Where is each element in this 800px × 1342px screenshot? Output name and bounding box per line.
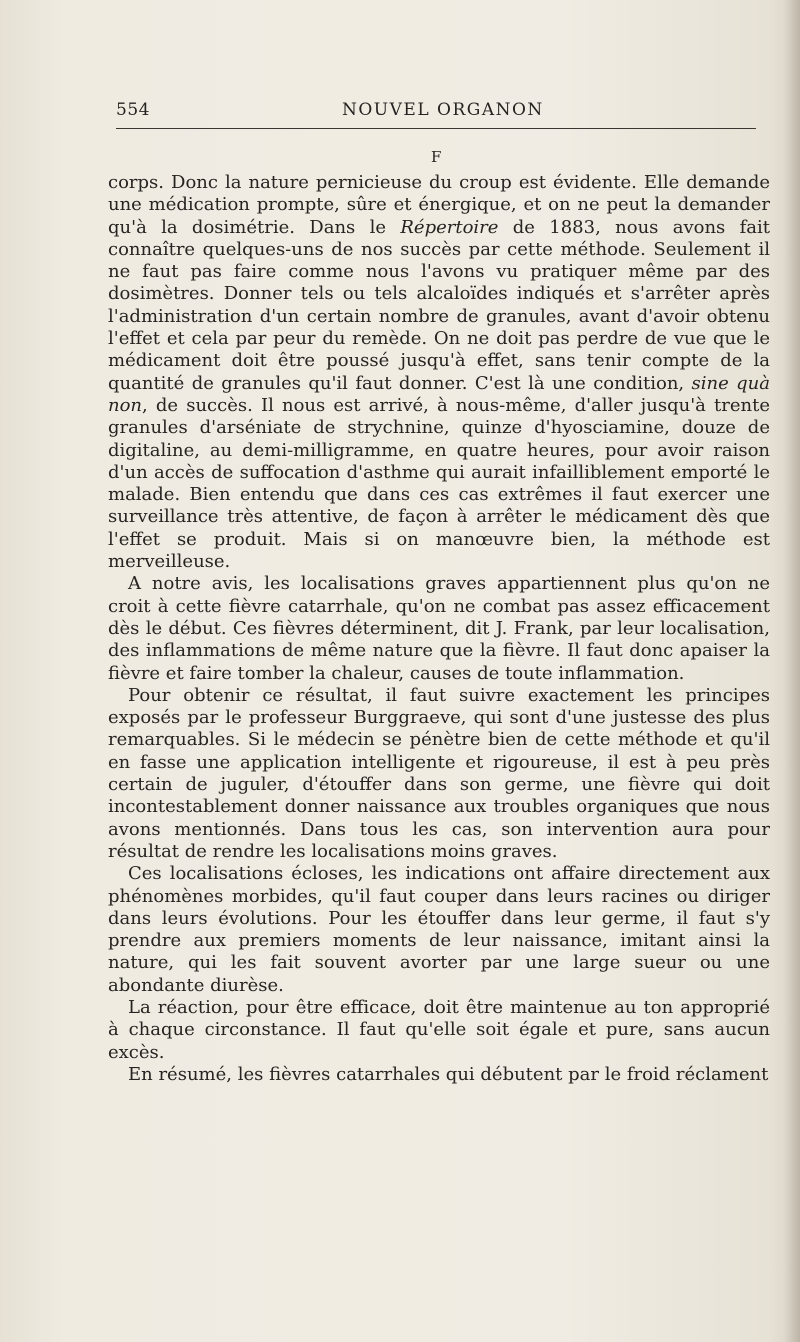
paragraph-1-text-b: de 1883, nous avons fait connaître quelques-uns de nos succès par cette méthode. Seulement il ne faut pas faire comme nous l'avons vu pratiquer même par des dosimètres. Donner tels ou tels alcaloïdes indiqués et s'arrêter après l'administration d'un certain nombre de granules, avant d'avoir obtenu l'effet et cela par peur du remède. On ne doit pas perdre de vue que le médicament doit être poussé jusqu'à effet, sans tenir compte de la quantité de granules qu'il faut donner. C'est là une condition, xyxy=(108,216,771,394)
paragraph-1-text-c: , de succès. Il nous est arrivé, à nous-même, d'aller jusqu'à trente granules d'arséniate de strychnine, quinze d'hyosciamine, douze de digitaline, au demi-milligramme, en quatre heures, pour avoir raison d'un accès de suffocation d'asthme qui aurait infailliblement emporté le malade. Bien entendu que dans ces cas extrêmes il faut exercer une surveillance très attentive, de façon à arrêter le médicament dès que l'effet se produit. Mais si on manœuvre bien, la méthode est merveilleuse. xyxy=(108,394,770,573)
paragraph-6: En résumé, les fièvres catarrhales qui débutent par le froid réclament xyxy=(128,1063,769,1085)
italic-sine-qua-non: sine quà non xyxy=(108,372,771,416)
body-text xyxy=(108,172,770,1086)
page-number: 554 xyxy=(116,100,150,120)
paragraph-2: A notre avis, les localisations graves appartiennent plus qu'on ne croit à cette fièvre catarrhale, qu'on ne combat pas assez efficacement dès le début. Ces fièvres déterminent, dit J. Frank, par leur localisation, des inflammations de même nature que la fièvre. Il faut donc apaiser la fièvre et faire tomber la chaleur, causes de toute inflammation. xyxy=(108,573,770,684)
running-title: NOUVEL ORGANON xyxy=(342,100,544,120)
paragraph-4: Ces localisations écloses, les indications ont affaire directement aux phénomènes morbides, qu'il faut couper dans leurs racines ou diriger dans leurs évolutions. Pour les étouffer dans leur germe, il faut s'y prendre aux premiers moments de leur naissance, imitant ainsi la nature, qui les fait souvent avorter par une large sueur ou une abondante diurèse. xyxy=(108,863,770,996)
paragraph-5: La réaction, pour être efficace, doit être maintenue au ton approprié à chaque circonstance. Il faut qu'elle soit égale et pure, sans aucun excès. xyxy=(108,996,770,1063)
page-edge-shadow xyxy=(784,0,800,1342)
page-header xyxy=(116,98,756,128)
paragraph-3: Pour obtenir ce résultat, il faut suivre exactement les principes exposés par le professeur Burggraeve, qui sont d'une justesse des plus remarquables. Si le médecin se pénètre bien de cette méthode et qu'il en fasse une application intelligente et rigoureuse, il est à peu près certain de juguler, d'étouffer dans son germe, une fièvre qui doit incontestablement donner naissance aux troubles organiques que nous avons mentionnés. Dans tous les cas, son intervention aura pour résultat de rendre les localisations moins graves. xyxy=(108,684,770,862)
paragraph-1-text-a: corps. Donc la nature pernicieuse du croup est évidente. Elle demande une médication prompte, sûre et énergique, et on ne peut la demander qu'à la dosimétrie. Dans le xyxy=(108,172,770,238)
paragraph-1 xyxy=(108,172,770,573)
header-rule xyxy=(116,128,756,129)
signature-letter: F xyxy=(431,148,442,166)
italic-repertoire: Répertoire xyxy=(400,216,499,238)
